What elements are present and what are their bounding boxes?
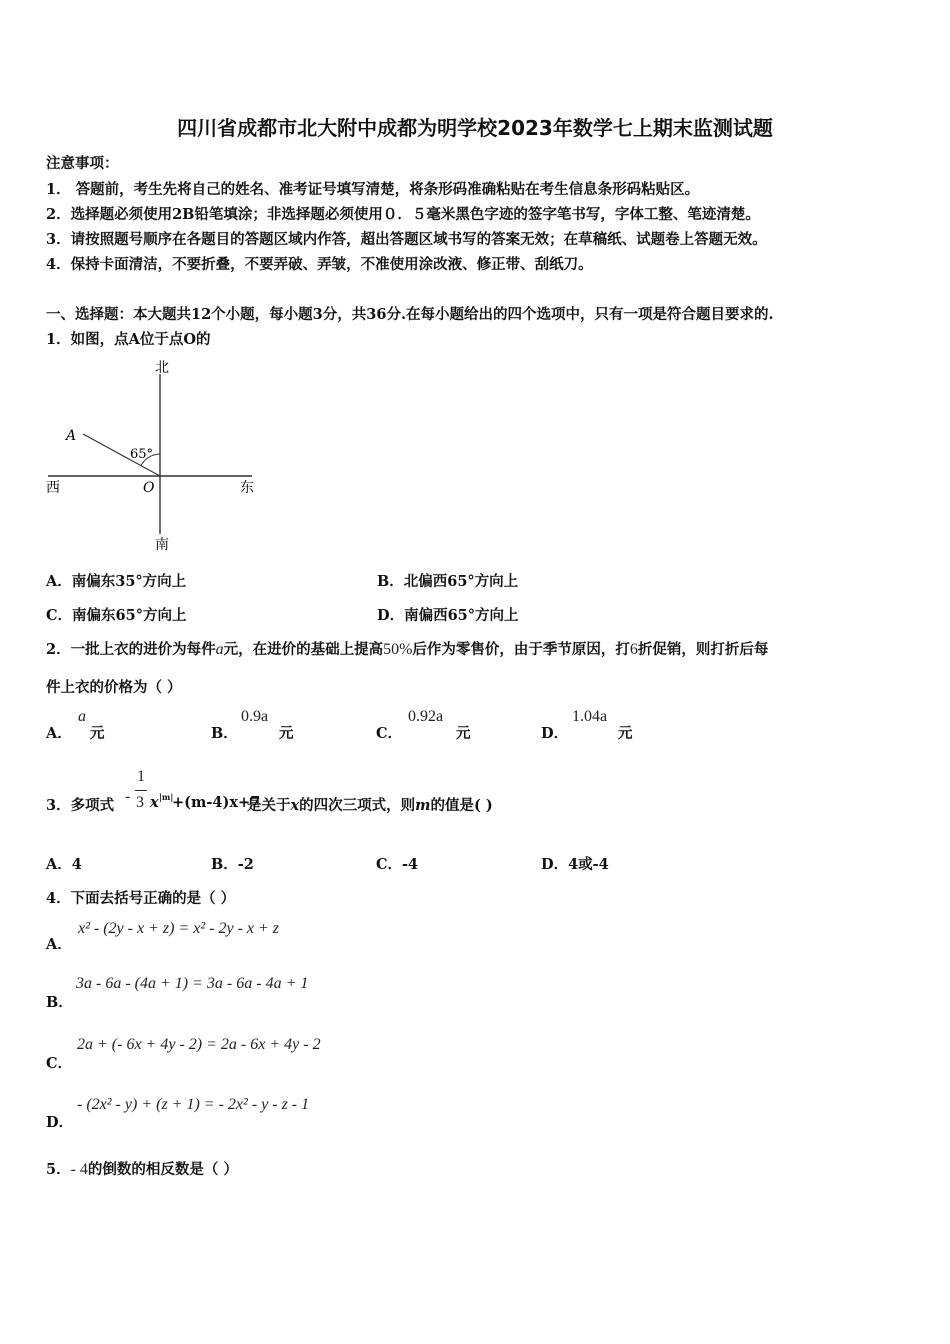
q3-text: 是关于 [247,797,291,814]
q3-rest: +(m-4)x+7 [172,794,261,811]
q3-minus: - [125,788,131,805]
q4-option-b[interactable] [46,975,446,1009]
east-label: 东 [240,480,254,496]
option-expression: - (2x² - y) + (z + 1) = - 2x² - y - z - 1 [77,1096,310,1113]
q3-suffix [247,794,493,815]
q3-var-m: m [415,797,431,814]
origin-label: O [143,480,155,496]
q1-option-b[interactable]: B．北偏西65°方向上 [377,573,519,590]
q1-stem: 1．如图，点A位于点O的 [46,331,211,348]
q3-prefix: 3．多项式 [46,797,115,814]
angle-label: 65° [130,447,154,462]
q3-x: x [150,794,159,811]
q3-option-a[interactable]: A．4 [46,856,82,873]
q2-option-b[interactable] [211,708,381,744]
q3-var-x: x [290,797,300,814]
q2-stem-line2: 件上衣的价格为（ ） [46,679,182,696]
option-unit: 元 [456,725,471,742]
option-letter: A． [46,725,72,742]
q3-text: 的四次三项式，则 [299,797,416,814]
q3-option-b[interactable]: B．-2 [211,856,254,873]
q1-option-c[interactable]: C．南偏东65°方向上 [46,607,187,624]
option-letter: C． [46,1055,73,1072]
option-letter: B． [46,994,73,1011]
q5-value: - 4 [70,1161,88,1178]
q3-frac-num: 1 [137,768,145,785]
option-value: 0.9a [241,708,269,725]
west-label: 西 [46,480,60,496]
q2-stem-line1 [46,638,768,659]
compass-figure [40,352,270,557]
north-label: 北 [155,360,169,376]
page-title: 四川省成都市北大附中成都为明学校2023年数学七上期末监测试题 [177,116,773,140]
q5-text: 的倒数的相反数是（ ） [87,1161,238,1178]
q3-frac-den: 3 [136,794,144,811]
section-heading: 一、选择题：本大题共12个小题，每小题3分，共36分.在每小题给出的四个选项中，只有一项是符合题目要求的. [46,306,774,323]
q3-text: 的值是( ) [430,797,493,814]
notice-heading: 注意事项： [46,155,119,172]
notice-item: 2．选择题必须使用2B铅笔填涂；非选择题必须使用０．５毫米黑色字迹的签字笔书写，字体工整、笔迹清楚。 [46,206,760,223]
option-expression: 3a - 6a - (4a + 1) = 3a - 6a - 4a + 1 [76,975,309,992]
option-value: 0.92a [408,708,444,725]
q2-option-a[interactable] [46,708,216,744]
q2-percent: 50% [383,641,413,658]
option-letter: D． [541,725,569,742]
option-unit: 元 [618,725,633,742]
q2-var-a: a [215,641,224,658]
q2-discount: 6 [629,641,638,658]
option-letter: D． [46,1114,74,1131]
notice-item: 3．请按照题号顺序在各题目的答题区域内作答，超出答题区域书写的答案无效；在草稿纸、试题卷上答题无效。 [46,231,767,248]
q5-number: 5． [46,1161,71,1178]
south-label: 南 [155,537,169,553]
q2-option-d[interactable] [541,708,711,744]
q2-text: 折促销，则打折后每 [637,641,769,658]
point-a-label: A [66,428,77,444]
option-unit: 元 [279,725,294,742]
q5-stem [46,1158,238,1179]
option-expression: x² - (2y - x + z) = x² - 2y - x + z [78,920,280,937]
option-expression: 2a + (- 6x + 4y - 2) = 2a - 6x + 4y - 2 [77,1036,321,1053]
q3-option-c[interactable]: C．-4 [376,856,419,873]
q2-text: 后作为零售价，由于季节原因，打 [412,641,630,658]
q2-text: 元，在进价的基础上提高 [223,641,384,658]
q3-option-d[interactable]: D．4或-4 [541,856,609,873]
q4-option-c[interactable] [46,1036,446,1070]
q4-stem: 4．下面去括号正确的是（ ） [46,890,236,907]
option-value: a [78,708,86,725]
q3-frac-bar [135,790,147,791]
q3-exponent: |m| [159,792,174,802]
option-letter: A． [46,936,72,953]
option-letter: B． [211,725,238,742]
notice-item: 4．保持卡面清洁，不要折叠，不要弄破、弄皱，不准使用涂改液、修正带、刮纸刀。 [46,256,593,273]
option-letter: C． [376,725,403,742]
q4-option-a[interactable] [46,920,446,954]
q1-option-d[interactable]: D．南偏西65°方向上 [377,607,519,624]
option-unit: 元 [90,725,105,742]
q1-option-a[interactable]: A．南偏东35°方向上 [46,573,187,590]
notice-item: 1． 答题前，考生先将自己的姓名、准考证号填写清楚，将条形码准确粘贴在考生信息条形码粘贴区。 [46,181,700,198]
q4-option-d[interactable] [46,1096,446,1130]
q2-option-c[interactable] [376,708,546,744]
q2-text: 2．一批上衣的进价为每件 [46,641,216,658]
option-value: 1.04a [572,708,608,725]
